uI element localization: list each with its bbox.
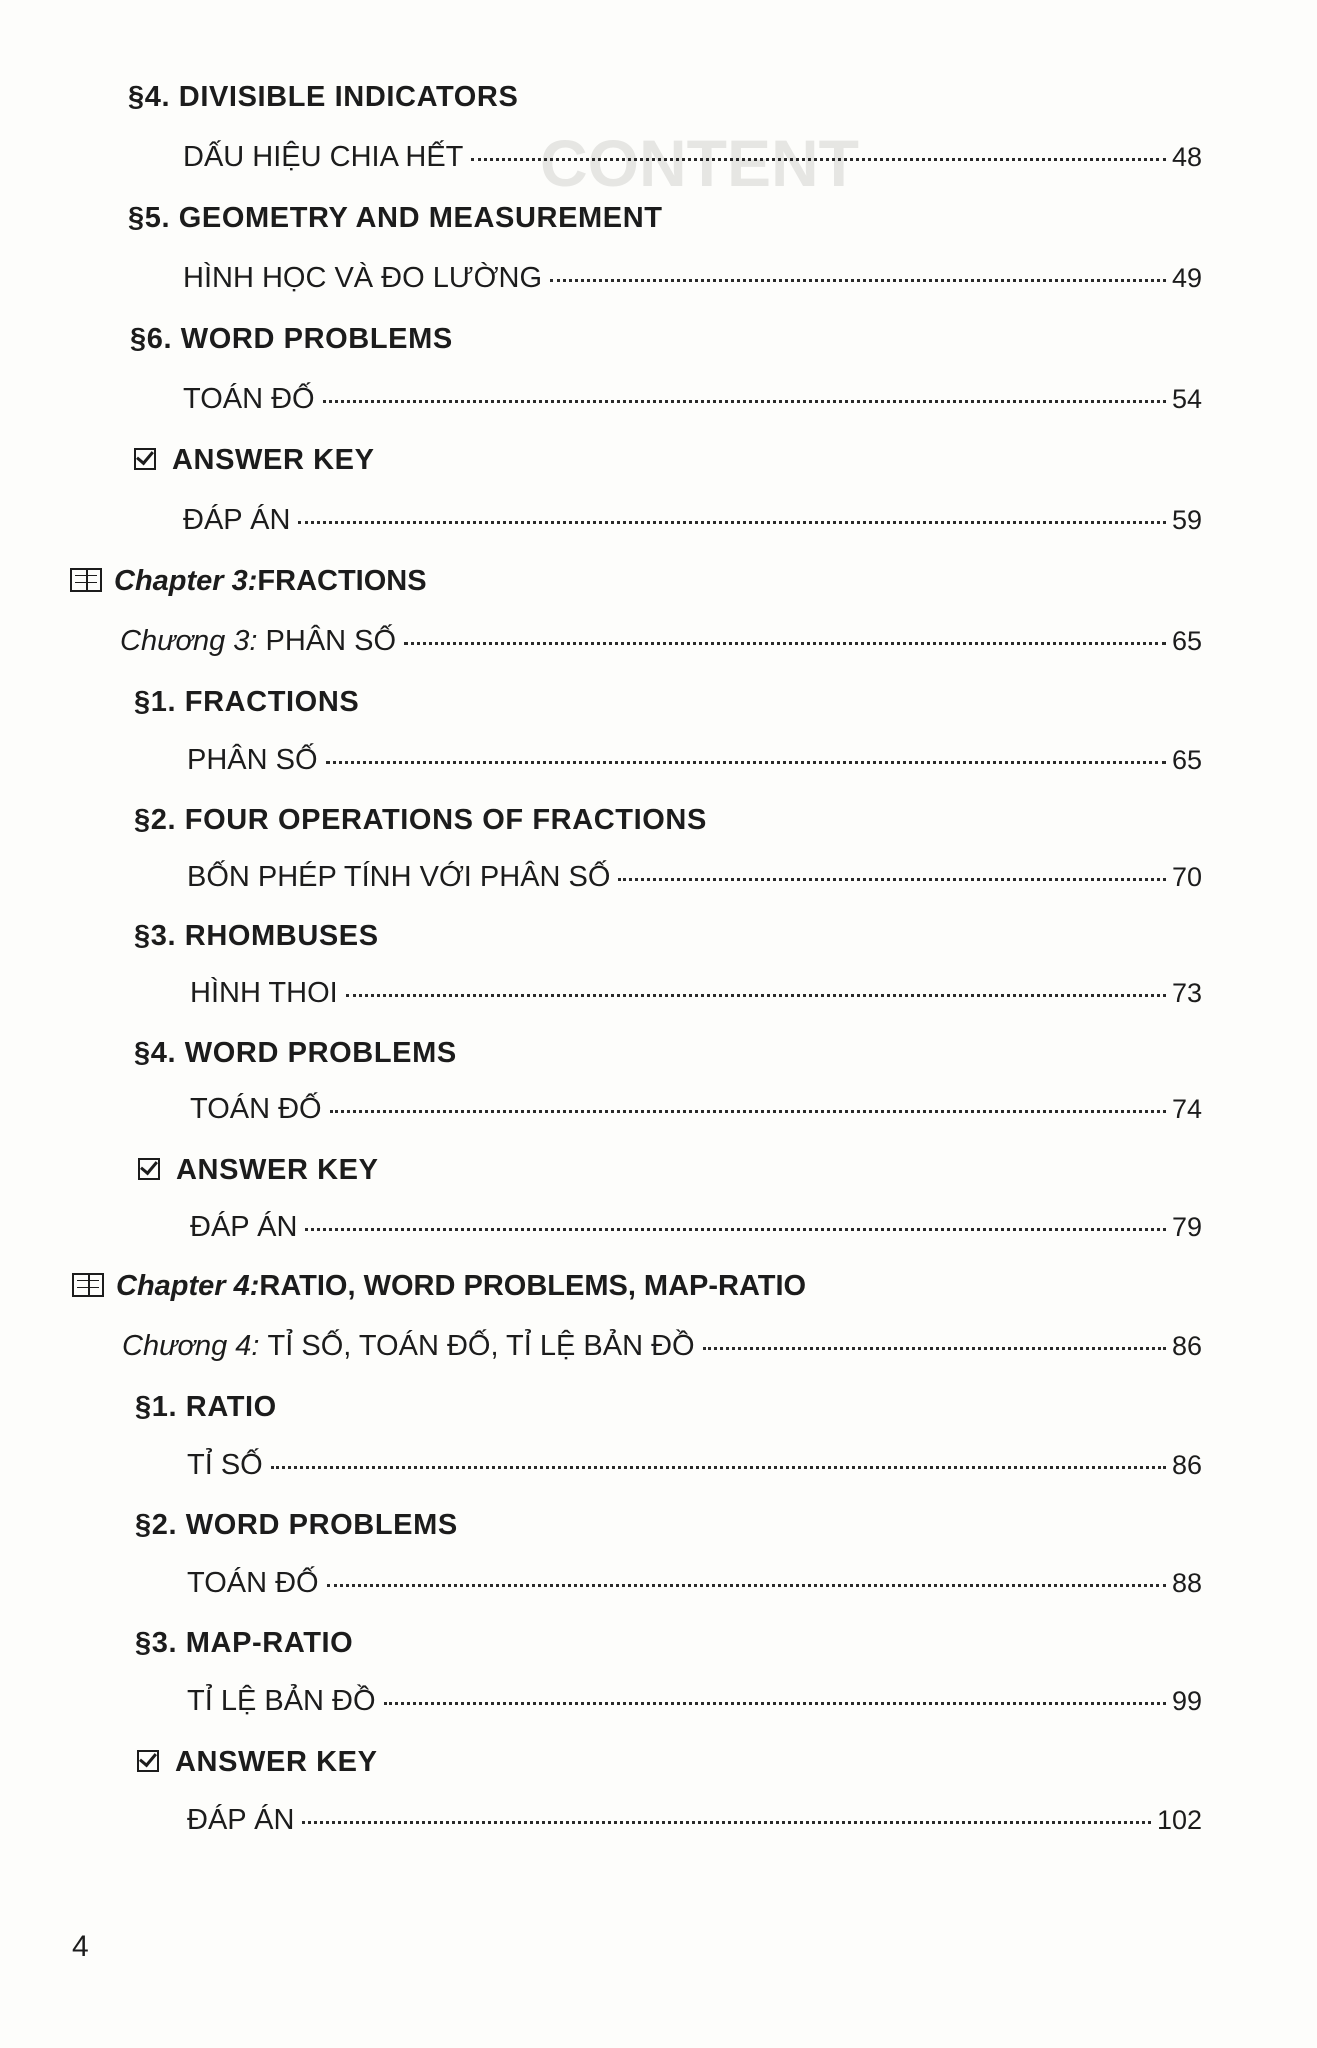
entry-title: ĐÁP ÁN <box>190 1211 298 1243</box>
page-ref: 49 <box>1171 263 1202 293</box>
entry-title: ĐÁP ÁN <box>183 504 291 536</box>
dot-leader <box>305 1228 1166 1231</box>
section-heading <box>130 323 453 356</box>
section-heading <box>128 81 518 114</box>
toc-entry <box>187 861 1202 894</box>
chapter-heading <box>72 1270 806 1303</box>
page-ref: 88 <box>1171 1568 1202 1598</box>
book-icon <box>72 1273 104 1297</box>
page-ref: 99 <box>1171 1686 1202 1716</box>
dot-leader <box>346 994 1166 997</box>
answer-key-heading <box>137 1746 378 1779</box>
page-ref: 48 <box>1171 142 1202 172</box>
answer-key-title: ANSWER KEY <box>176 1154 379 1186</box>
dot-leader <box>330 1110 1166 1113</box>
entry-title: PHÂN SỐ <box>187 744 318 776</box>
toc-entry <box>187 1567 1202 1600</box>
page-ref: 70 <box>1171 862 1202 892</box>
section-heading <box>134 804 707 837</box>
answer-key-heading <box>138 1154 379 1187</box>
page-ref: 65 <box>1171 626 1202 656</box>
section-title: §2. FOUR OPERATIONS OF FRACTIONS <box>134 804 707 836</box>
entry-title: TOÁN ĐỐ <box>190 1093 322 1125</box>
section-heading <box>135 1627 353 1660</box>
chapter-title: FRACTIONS <box>257 565 427 597</box>
section-title: §3. RHOMBUSES <box>134 920 379 952</box>
section-title: §2. WORD PROBLEMS <box>135 1509 458 1541</box>
page-ref: 65 <box>1171 745 1202 775</box>
chapter-label: Chương 4: <box>122 1330 260 1362</box>
toc-entry <box>187 1804 1202 1837</box>
bleed-through-title: CONTENT <box>540 126 859 200</box>
page-number: 4 <box>72 1930 89 1963</box>
checkbox-icon <box>137 1750 159 1772</box>
page-ref: 86 <box>1171 1450 1202 1480</box>
entry-title: HÌNH THOI <box>190 977 338 1009</box>
entry-title: PHÂN SỐ <box>265 625 397 657</box>
chapter-entry <box>120 625 1202 658</box>
toc-entry <box>187 1449 1202 1482</box>
chapter-title: RATIO, WORD PROBLEMS, MAP-RATIO <box>259 1270 807 1302</box>
dot-leader <box>298 521 1166 524</box>
entry-title: TỈ SỐ, TOÁN ĐỐ, TỈ LỆ BẢN ĐỒ <box>267 1330 695 1362</box>
section-title: §1. RATIO <box>135 1391 277 1423</box>
section-heading <box>134 1037 457 1070</box>
entry-title: BỐN PHÉP TÍNH VỚI PHÂN SỐ <box>187 861 611 893</box>
dot-leader <box>703 1347 1166 1350</box>
section-heading <box>135 1391 277 1424</box>
chapter-heading <box>70 565 427 598</box>
dot-leader <box>550 279 1166 282</box>
section-title: §3. MAP-RATIO <box>135 1627 354 1659</box>
section-heading <box>134 686 359 719</box>
section-heading <box>128 202 663 235</box>
toc-entry <box>183 383 1202 416</box>
answer-key-title: ANSWER KEY <box>172 444 375 476</box>
dot-leader <box>404 642 1166 645</box>
page-ref: 79 <box>1171 1212 1202 1242</box>
dot-leader <box>384 1702 1166 1705</box>
toc-entry <box>190 1211 1202 1244</box>
toc-entry <box>187 744 1202 777</box>
section-title: §6. WORD PROBLEMS <box>130 323 453 355</box>
entry-title: TOÁN ĐỐ <box>187 1567 319 1599</box>
entry-title: HÌNH HỌC VÀ ĐO LƯỜNG <box>183 262 543 294</box>
section-title: §4. WORD PROBLEMS <box>134 1037 457 1069</box>
section-heading <box>134 920 379 953</box>
page-ref: 59 <box>1171 505 1202 535</box>
chapter-label: Chapter 3: <box>114 565 258 597</box>
toc-entry <box>183 504 1202 537</box>
checkbox-icon <box>138 1158 160 1180</box>
chapter-label: Chapter 4: <box>116 1270 260 1302</box>
page-ref: 73 <box>1171 978 1202 1008</box>
section-title: §4. DIVISIBLE INDICATORS <box>128 81 519 113</box>
entry-title: ĐÁP ÁN <box>187 1804 295 1836</box>
toc-entry <box>183 141 1202 174</box>
chapter-entry <box>122 1330 1202 1363</box>
dot-leader <box>471 158 1166 161</box>
entry-title: TỈ SỐ <box>187 1449 263 1481</box>
dot-leader <box>271 1466 1166 1469</box>
toc-entry <box>187 1685 1202 1718</box>
page-ref: 86 <box>1171 1331 1202 1361</box>
answer-key-title: ANSWER KEY <box>175 1746 378 1778</box>
dot-leader <box>323 400 1166 403</box>
answer-key-heading <box>134 444 375 477</box>
entry-title: TỈ LỆ BẢN ĐỒ <box>187 1685 376 1717</box>
page-ref: 74 <box>1171 1094 1202 1124</box>
page-ref: 102 <box>1156 1805 1202 1835</box>
checkbox-icon <box>134 448 156 470</box>
dot-leader <box>327 1584 1166 1587</box>
section-title: §1. FRACTIONS <box>134 686 360 718</box>
dot-leader <box>302 1821 1150 1824</box>
book-icon <box>70 568 102 592</box>
entry-title: DẤU HIỆU CHIA HẾT <box>183 141 464 173</box>
dot-leader <box>618 878 1166 881</box>
toc-entry <box>183 262 1202 295</box>
entry-title: TOÁN ĐỐ <box>183 383 315 415</box>
section-title: §5. GEOMETRY AND MEASUREMENT <box>128 202 663 234</box>
toc-entry <box>190 1093 1202 1126</box>
chapter-label: Chương 3: <box>120 625 258 657</box>
dot-leader <box>326 761 1166 764</box>
toc-entry <box>190 977 1202 1010</box>
page-ref: 54 <box>1171 384 1202 414</box>
section-heading <box>135 1509 458 1542</box>
